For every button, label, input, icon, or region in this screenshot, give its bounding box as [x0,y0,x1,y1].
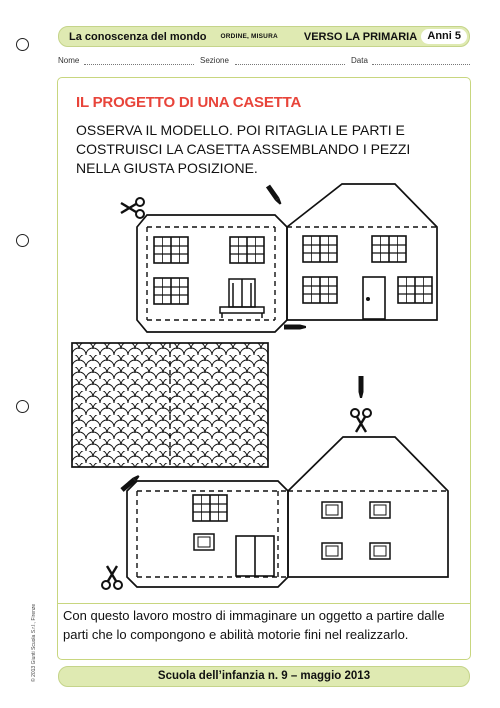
window [303,236,337,262]
double-door [236,536,274,576]
footer-divider [58,603,470,604]
window [194,534,214,550]
window [193,495,227,521]
glue-stick-icon [266,185,283,206]
header-years-badge: Anni 5 [421,29,467,44]
issue-label: Scuola dell’infanzia n. 9 – maggio 2013 [157,670,371,682]
worksheet-instructions: OSSERVA IL MODELLO. POI RITAGLIA LE PARTI E COSTRUISCI LA CASETTA ASSEMBLANDO I PEZZI NELLA GIUSTA POSIZIONE. [76,122,411,176]
window [370,543,390,559]
window [322,543,342,559]
glue-stick-icon [120,474,140,492]
header-subtitle: ORDINE, MISURA [220,33,278,40]
learning-goal-note: Con questo lavoro mostro di immaginare un oggetto a partire dalle parti che lo compongono e abilità motorie fini nel realizzarlo. [63,608,445,642]
door-balcony [220,279,264,318]
glue-stick-icon [284,325,306,330]
window [370,502,390,518]
header-level: VERSO LA PRIMARIA [303,30,418,43]
window [154,278,188,304]
copyright-note: © 2013 Giunti Scuola S.r.l., Firenze [31,603,37,682]
date-label: Data [351,56,368,65]
name-label: Nome [58,56,80,65]
scissors-icon [351,409,371,432]
roof-piece [72,343,268,467]
window [372,236,406,262]
window [398,277,432,303]
window [154,237,188,263]
scissors-icon [102,566,122,589]
glue-stick-icon [359,376,364,398]
scissors-icon [121,198,144,218]
issue-footer-bar [58,666,470,687]
window [303,277,337,303]
window [322,502,342,518]
section-label: Sezione [200,56,229,65]
window [230,237,264,263]
worksheet-title: IL PROGETTO DI UNA CASETTA [76,94,302,111]
header-title: La conoscenza del mondo [69,30,207,43]
front-door [363,277,385,319]
